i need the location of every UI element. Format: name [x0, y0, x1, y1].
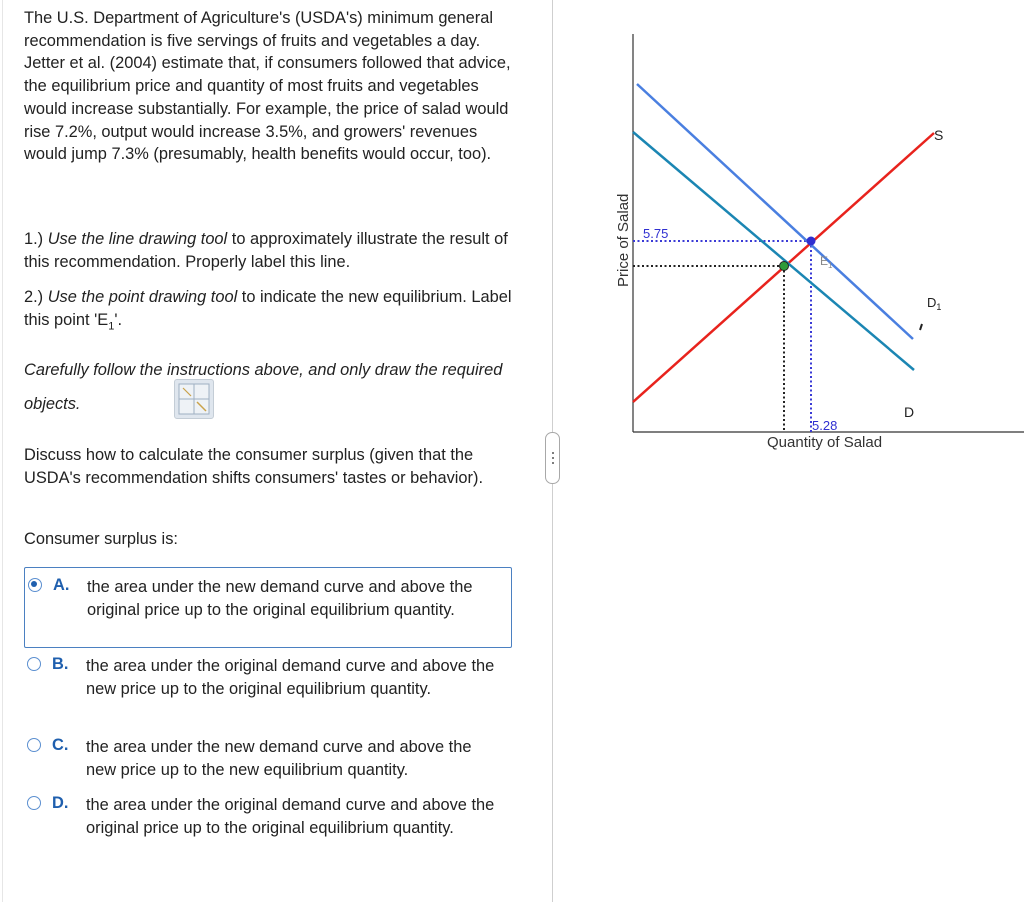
radio-option-a[interactable] [28, 578, 42, 592]
option-c[interactable] [24, 730, 512, 788]
step-1-text: to approximately illustrate the result of this recommendation. Properly label this line. [24, 230, 508, 271]
pane-border [2, 0, 3, 902]
option-d-text: the area under the original demand curve and above the original price up to the original equilibrium quantity. [86, 796, 495, 837]
step-2-instruction [24, 286, 516, 338]
new-demand-curve [637, 84, 913, 339]
new-equilibrium-label: $E_1$ [820, 254, 833, 270]
option-c-letter: C. [52, 736, 69, 754]
step-2-tool-name: Use the point drawing tool [47, 288, 238, 306]
option-d[interactable] [24, 788, 512, 868]
quantity-value: 5.28 [812, 418, 838, 433]
step-1-instruction [24, 228, 516, 273]
x-axis-label: Quantity of Salad [767, 434, 883, 451]
option-a[interactable] [24, 567, 512, 648]
new-demand-label-tick [920, 324, 922, 330]
discuss-prompt: Discuss how to calculate the consumer surplus (given that the USDA's recommendation shifts consumers' tastes or behavior). [24, 446, 484, 487]
new-equilibrium-point[interactable] [807, 237, 816, 246]
option-b-letter: B. [52, 655, 69, 673]
step-2-subscript: 1 [108, 319, 115, 332]
option-b[interactable] [24, 649, 512, 729]
new-demand-label: $D_1$ [927, 295, 942, 312]
radio-option-d[interactable] [27, 796, 41, 810]
radio-option-c[interactable] [27, 738, 41, 752]
step-2-text-end: '. [114, 310, 123, 329]
question-intro: The U.S. Department of Agriculture's (USDA's) minimum general recommendation is five servings of fruits and vegetables a day. Jetter et al. (2004) estimate that, if consumers followed that advice, the equilibrium price and quantity of most fruits and vegetables would increase substantially. For example, the price of salad would rise 7.2%, output would increase 3.5%, and growers' revenues would jump 7.3% (presumably, health benefits would occur, too). [24, 9, 511, 164]
graph-tool-icon[interactable] [174, 379, 214, 419]
step-1-tool-name: Use the line drawing tool [47, 230, 228, 248]
original-equilibrium-point[interactable] [780, 262, 789, 271]
price-value: 5.75 [643, 226, 669, 241]
demand-curve [633, 132, 914, 370]
step-1-number: 1.) [24, 230, 44, 248]
y-axis-label: Price of Salad [615, 193, 632, 287]
consumer-surplus-label: Consumer surplus is: [24, 530, 178, 548]
option-a-letter: A. [53, 576, 70, 594]
step-2-number: 2.) [24, 288, 44, 306]
option-c-text: the area under the new demand curve and above the new price up to the new equilibrium quantity. [86, 738, 472, 779]
drawing-instruction: Carefully follow the instructions above, and only draw the required objects. [24, 361, 503, 413]
demand-label: D [904, 404, 915, 420]
graph-panel[interactable] [553, 0, 1024, 902]
radio-option-b[interactable] [27, 657, 41, 671]
option-d-letter: D. [52, 794, 69, 812]
supply-label: S [934, 127, 944, 143]
option-a-text: the area under the new demand curve and above the original price up to the original equilibrium quantity. [87, 578, 473, 619]
option-b-text: the area under the original demand curve and above the new price up to the original equilibrium quantity. [86, 657, 495, 698]
step-2-text: to indicate the new equilibrium. Label this point 'E [24, 288, 512, 329]
